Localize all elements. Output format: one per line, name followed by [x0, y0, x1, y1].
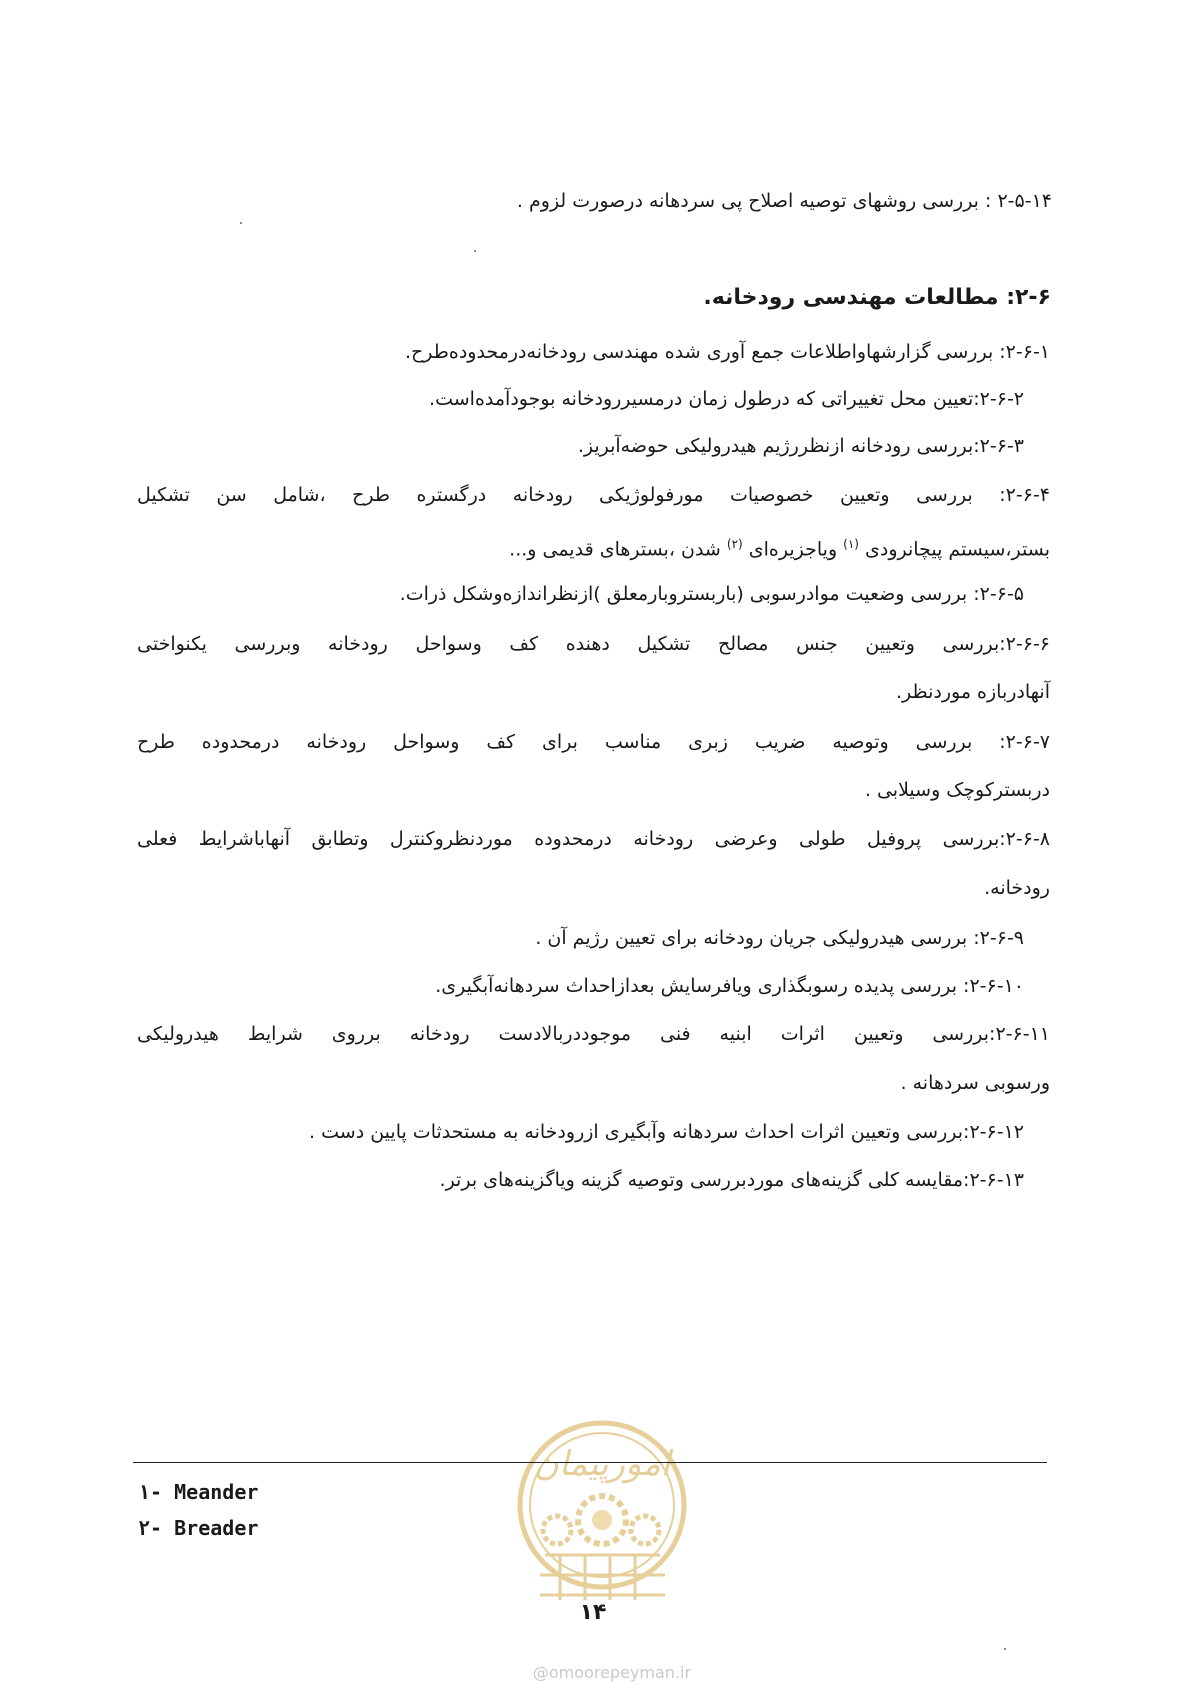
- footnote-separator: [133, 1462, 1047, 1463]
- seal-lettering: امورپیمان: [533, 1444, 671, 1484]
- item-2-6-8-continuation: رودخانه.: [984, 877, 1050, 899]
- item-2-6-13: ۲-۶-۱۳:مقایسه کلی گزینه‌های موردبررسی وتوصیه گزینه ویاگزینه‌های برتر.: [439, 1169, 1024, 1191]
- item-2-6-2: ۲-۶-۲:تعیین محل تغییراتی که درطول زمان درمسیررودخانه بوجودآمده‌است.: [429, 388, 1024, 410]
- item-2-6-10: ۲-۶-۱۰: بررسی پدیده رسوبگذاری ویافرسایش بعدازاحداث سردهانه‌آبگیری.: [435, 975, 1024, 997]
- section-2-5-14: ۲-۵-۱۴ : بررسی روشهای توصیه اصلاح پی سردهانه درصورت لزوم .: [516, 190, 1052, 212]
- item-2-6-9: ۲-۶-۹: بررسی هیدرولیکی جریان رودخانه برای تعیین رژیم آن .: [535, 927, 1024, 949]
- item-2-6-5: ۲-۶-۵: بررسی وضعیت موادرسوبی (باربستروبارمعلق )ازنظراندازه‌وشکل ذرات.: [399, 583, 1024, 605]
- item-2-6-6-continuation: آنهادربازه موردنظر.: [895, 681, 1050, 703]
- item-2-6-6: ۲-۶-۶:بررسی وتعیین جنس مصالح تشکیل دهنده کف وسواحل رودخانه وبررسی یکنواختی: [137, 633, 1050, 655]
- item-2-6-11: ۲-۶-۱۱:بررسی وتعیین اثرات ابنیه فنی موجوددربالادست رودخانه برروی شرایط هیدرولیکی: [137, 1023, 1050, 1045]
- item-2-6-1: ۲-۶-۱: بررسی گزارشهاواطلاعات جمع آوری شده مهندسی رودخانه‌درمحدوده‌طرح.: [404, 341, 1050, 363]
- item-2-6-8: ۲-۶-۸:بررسی پروفیل طولی وعرضی رودخانه درمحدوده موردنظروکنترل وتطابق آنهاباشرایط فعلی: [137, 828, 1050, 850]
- footnote-2: ۲- Breader: [138, 1516, 259, 1540]
- item-2-6-3: ۲-۶-۳:بررسی رودخانه ازنظررژیم هیدرولیکی حوضه‌آبریز.: [577, 435, 1024, 457]
- section-heading-2-6: ۲-۶: مطالعات مهندسی رودخانه.: [703, 285, 1051, 310]
- scan-speck: [240, 222, 242, 224]
- watermark-text: @omoorepeyman.ir: [532, 1663, 692, 1682]
- item-2-6-4-continuation: بستر،سیستم پیچانرودی $^{(۱)}$ ویاجزیره‌ای $^{(۲)}$ شدن ،بسترهای قدیمی و...: [509, 537, 1050, 561]
- footnote-1: ۱- Meander: [138, 1480, 259, 1504]
- item-2-6-11-continuation: ورسوبی سردهانه .: [900, 1072, 1050, 1094]
- scan-speck: [474, 250, 476, 252]
- item-2-6-7: ۲-۶-۷: بررسی وتوصیه ضریب زبری مناسب برای کف وسواحل رودخانه درمحدوده طرح: [137, 731, 1050, 753]
- footnote-ref-1: (۱): [843, 537, 859, 551]
- footnote-ref-2: (۲): [726, 537, 743, 551]
- scan-speck: [1004, 1648, 1006, 1650]
- item-2-6-12: ۲-۶-۱۲:بررسی وتعیین اثرات احداث سردهانه وآبگیری ازرودخانه به مستحدثات پایین دست .: [309, 1121, 1024, 1143]
- item-2-6-4: ۲-۶-۴: بررسی وتعیین خصوصیات مورفولوژیکی رودخانه درگستره طرح ،شامل سن تشکیل: [137, 484, 1050, 506]
- page-number: ۱۴: [579, 1600, 607, 1625]
- item-2-6-7-continuation: دربسترکوچک وسیلابی .: [864, 779, 1050, 801]
